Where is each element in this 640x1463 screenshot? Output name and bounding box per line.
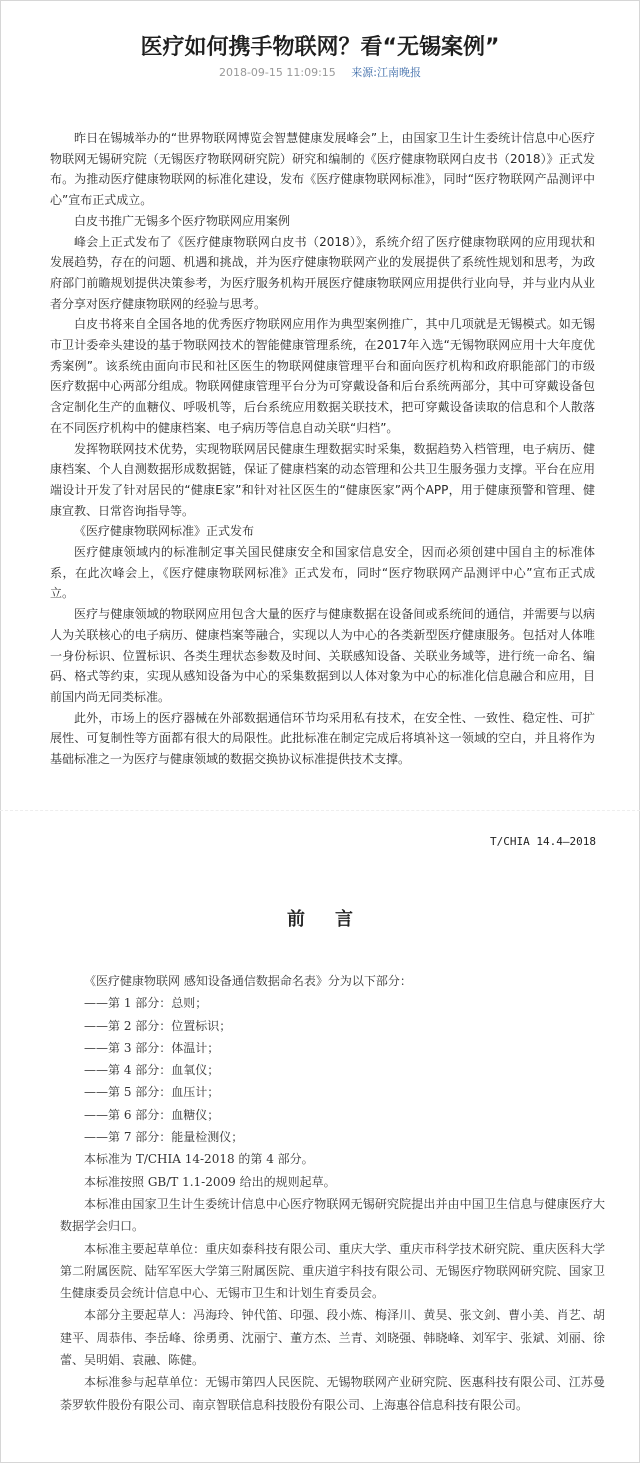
article-paragraph: 昨日在锡城举办的“世界物联网博览会智慧健康发展峰会”上，由国家卫生计生委统计信息中心医疗物联网无锡研究院（无锡医疗物联网研究院）研究和编制的《医疗健康物联网白皮书（2018）》正式发布。为推动医疗健康物联网的标准化建设，发布《医疗健康物联网标准》，同时“医疗物联网产品测评中心”宣布正式成立。: [50, 131, 595, 208]
article-source-link[interactable]: 来源:江南晚报: [351, 66, 422, 79]
article-paragraph: 发挥物联网技术优势，实现物联网居民健康生理数据实时采集，数据趋势入档管理，电子病历、健康档案、个人自测数据形成数据链，保证了健康档案的动态管理和公共卫生服务强力支撑。平台在应用端设计开发了针对居民的“健康E家”和针对社区医生的“健康医家”两个APP，用于健康预警和管理、健康宣教、日常咨询指导等。: [50, 441, 595, 518]
article-paragraph: 白皮书将来自全国各地的优秀医疗物联网应用作为典型案例推广，其中几项就是无锡模式。如无锡市卫计委牵头建设的基于物联网技术的智能健康管理系统，在2017年入选“无锡物联网应用十大年度优秀案例”。该系统由面向市民和社区医生的物联网健康管理平台和面向医疗机构和政府职能部门的市级医疗数据中心两部分组成。物联网健康管理平台分为可穿戴设备和后台系统两部分，其中可穿戴设备包含定制化生产的血糖仪、呼吸机等，后台系统应用数据关联技术，把可穿戴设备读取的信息和个人散落在不同医疗机构中的健康档案、电子病历等信息自动关联“归档”。: [50, 317, 595, 435]
section-divider: [0, 810, 640, 811]
preface-paragraph: 本标准为 T/CHIA 14-2018 的第 4 部分。: [84, 1152, 314, 1167]
article-subheading: 白皮书推广无锡多个医疗物联网应用案例: [74, 213, 291, 228]
article-paragraph: 医疗健康领域内的标准制定事关国民健康安全和国家信息安全，因而必须创建中国自主的标准体系，在此次峰会上，《医疗健康物联网标准》正式发布，同时“医疗物联网产品测评中心”宣布正式成立。: [50, 545, 595, 601]
standard-preface-body: [60, 970, 605, 1416]
article-paragraph: 此外，市场上的医疗器械在外部数据通信环节均采用私有技术，在安全性、一致性、稳定性、可扩展性、可复制性等方面都有很大的局限性。此批标准在制定完成后将填补这一领域的空白，并且将作为基础标准之一为医疗与健康领域的数据交换协议标准提供技术支撑。: [50, 710, 595, 767]
part-list-item: ——第 6 部分：血糖仪；: [84, 1107, 220, 1122]
part-list-item: ——第 1 部分：总则；: [84, 996, 208, 1011]
article-subheading: 《医疗健康物联网标准》正式发布: [74, 524, 255, 539]
article-date: 2018-09-15 11:09:15: [218, 66, 336, 79]
part-list-item: ——第 2 部分：位置标识；: [84, 1018, 232, 1033]
article-paragraph: 医疗与健康领域的物联网应用包含大量的医疗与健康数据在设备间或系统间的通信，并需要与以病人为关联核心的电子病历、健康档案等融合，实现以人为中心的各类新型医疗健康服务。包括对人体唯一身份标识、位置标识、各类生理状态参数及时间、关联感知设备、关联业务域等，进行统一命名、编码、格式等约束，实现从感知设备为中心的采集数据到以人体对象为中心的标准化信息融合和应用，目前国内尚无同类标准。: [50, 607, 595, 704]
article-meta: [0, 64, 640, 80]
article-paragraph: 峰会上正式发布了《医疗健康物联网白皮书（2018）》，系统介绍了医疗健康物联网的应用现状和发展趋势，存在的问题、机遇和挑战，并为医疗健康物联网产业的发展提供了系统性规划和思考，为政府部门前瞻规划提供决策参考，为医疗服务机构开展医疗健康物联网应用提供行业向导，并与业内从业者分享对医疗健康物联网的经验与思考。: [50, 234, 595, 311]
part-list-item: ——第 5 部分：血压计；: [84, 1085, 220, 1100]
preface-paragraph: 本部分主要起草人：冯海玲、钟代笛、印强、段小炼、梅泽川、黄昊、张文剑、曹小美、肖艺、胡建平、周恭伟、李岳峰、徐勇勇、沈丽宁、董方杰、兰青、刘晓强、韩晓峰、刘军宇、张斌、刘丽、徐蕾、吴明娟、袁融、陈健。: [60, 1308, 605, 1368]
part-list-item: ——第 4 部分：血氧仪；: [84, 1063, 220, 1078]
preface-paragraph: 本标准由国家卫生计生委统计信息中心医疗物联网无锡研究院提出并由中国卫生信息与健康医疗大数据学会归口。: [60, 1196, 605, 1234]
article-body: [50, 128, 595, 770]
preface-paragraph: 本标准按照 GB/T 1.1-2009 给出的规则起草。: [84, 1174, 336, 1189]
standard-number: T/CHIA 14.4—2018: [490, 835, 596, 848]
preface-paragraph: 本标准主要起草单位：重庆如泰科技有限公司、重庆大学、重庆市科学技术研究院、重庆医科大学第二附属医院、陆军军医大学第三附属医院、重庆道宇科技有限公司、无锡医疗物联网研究院、国家卫生健康委员会统计信息中心、无锡市卫生和计划生育委员会。: [60, 1241, 605, 1301]
article-title: 医疗如何携手物联网？看“无锡案例”: [140, 35, 500, 60]
preface-intro: 《医疗健康物联网 感知设备通信数据命名表》分为以下部分：: [84, 974, 412, 988]
preface-heading: 前言: [287, 909, 383, 930]
part-list-item: ——第 7 部分：能量检测仪；: [84, 1130, 244, 1145]
part-list-item: ——第 3 部分：体温计；: [84, 1040, 220, 1055]
preface-paragraph: 本标准参与起草单位：无锡市第四人民医院、无锡物联网产业研究院、医惠科技有限公司、江苏曼荼罗软件股份有限公司、南京智联信息科技股份有限公司、上海惠谷信息科技有限公司。: [60, 1375, 605, 1412]
